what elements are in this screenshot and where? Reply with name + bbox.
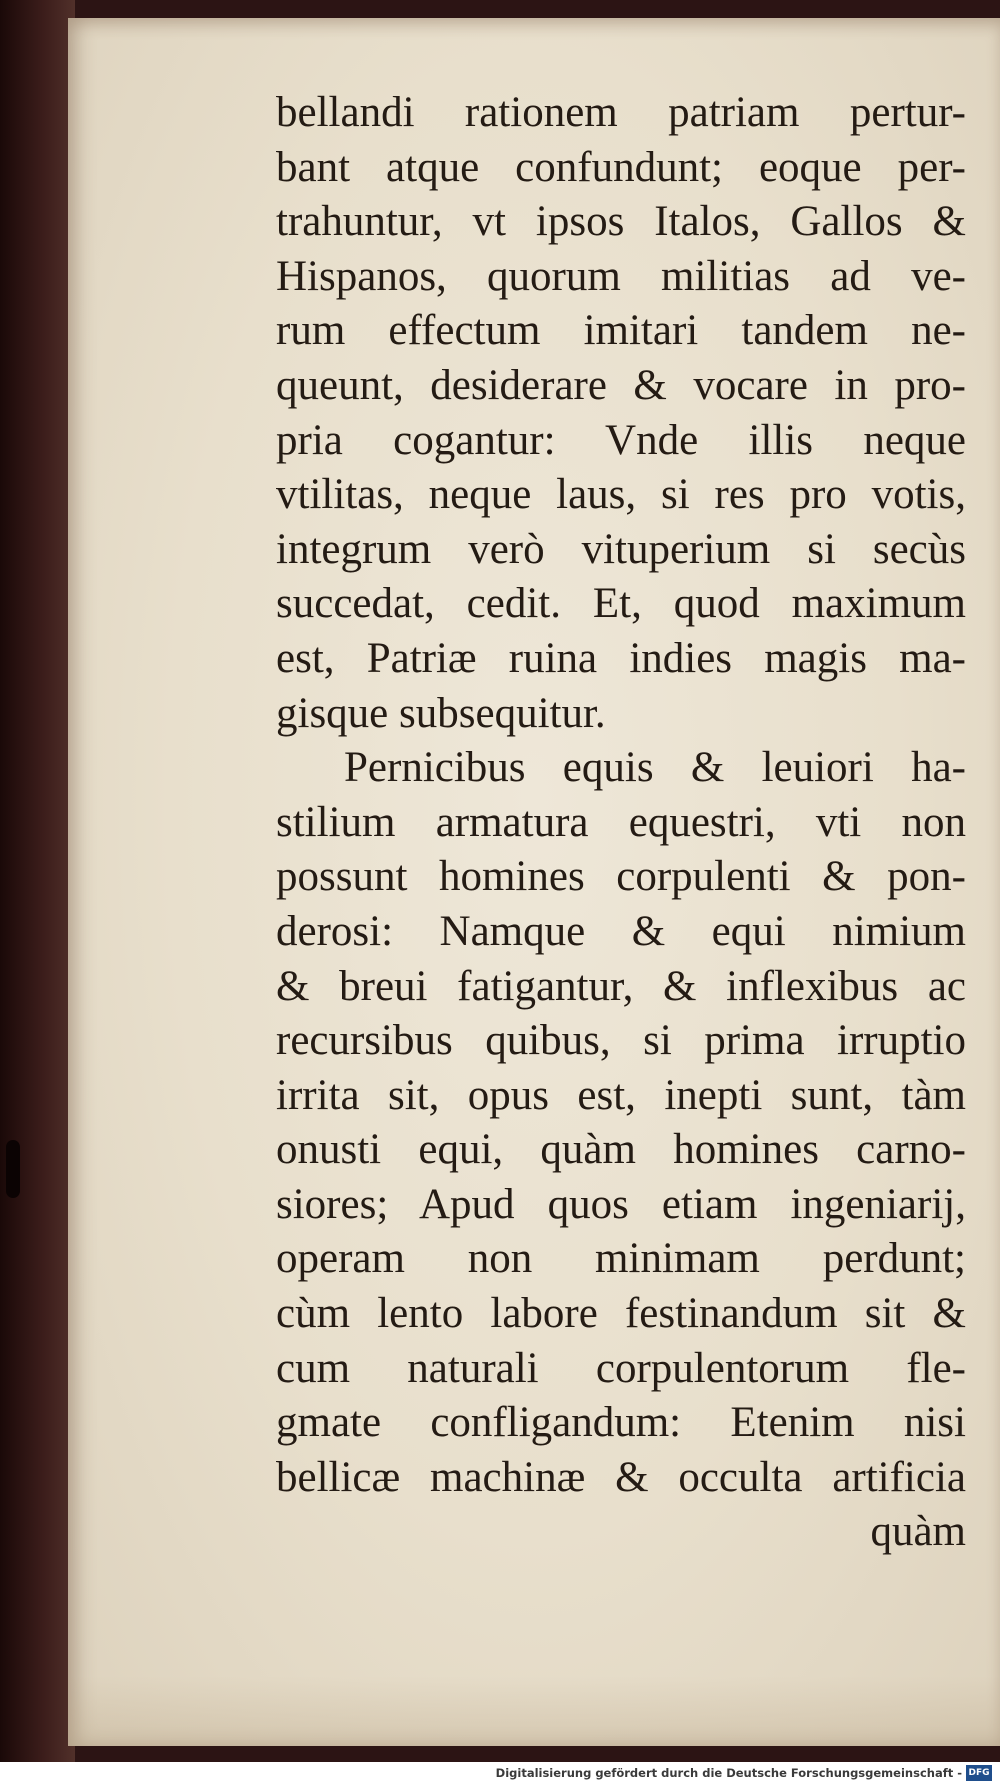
dfg-logo-icon: DFG — [966, 1765, 992, 1781]
funding-credit: Digitalisierung gefördert durch die Deutsche Forschungsgemeinschaft - — [495, 1766, 962, 1780]
catchword: quàm — [870, 1508, 966, 1556]
text-line: Hispanos, quorum militias ad ve- — [276, 252, 966, 300]
text-line: pria cogantur: Vnde illis neque — [276, 416, 966, 464]
text-line: est, Patriæ ruina indies magis ma- — [276, 634, 966, 682]
text-line: & breui fatigantur, & inflexibus ac — [276, 962, 966, 1010]
book-edge-shadow — [0, 0, 75, 1762]
digitization-footer — [0, 1762, 1000, 1785]
text-line: queunt, desiderare & vocare in pro- — [276, 361, 966, 409]
text-line: vtilitas, neque laus, si res pro votis, — [276, 471, 966, 519]
book-page — [68, 18, 1000, 1746]
text-line: onusti equi, quàm homines carno- — [276, 1126, 966, 1174]
text-line: cùm lento labore festinandum sit & — [276, 1290, 966, 1338]
text-line: cum naturali corpulentorum fle- — [276, 1344, 966, 1392]
text-line: irrita sit, opus est, inepti sunt, tàm — [276, 1071, 966, 1119]
binding-mark — [6, 1140, 20, 1198]
paragraph-start-line: Pernicibus equis & leuiori ha- — [344, 744, 966, 792]
text-line: operam non minimam perdunt; — [276, 1235, 966, 1283]
page-shading — [68, 1676, 1000, 1746]
text-line: integrum verò vituperium si secùs — [276, 525, 966, 573]
text-line: siores; Apud quos etiam ingeniarij, — [276, 1180, 966, 1228]
text-line: possunt homines corpulenti & pon- — [276, 853, 966, 901]
text-line: rum effectum imitari tandem ne- — [276, 307, 966, 355]
page-text-block — [276, 86, 966, 1560]
text-line: succedat, cedit. Et, quod maximum — [276, 580, 966, 628]
text-line: derosi: Namque & equi nimium — [276, 907, 966, 955]
text-line: stilium armatura equestri, vti non — [276, 798, 966, 846]
text-line: gmate confligandum: Etenim nisi — [276, 1399, 966, 1447]
text-line: recursibus quibus, si prima irruptio — [276, 1017, 966, 1065]
text-line: bant atque confundunt; eoque per- — [276, 143, 966, 191]
text-line: gisque subsequitur. — [276, 689, 606, 737]
text-line: bellicæ machinæ & occulta artificia — [276, 1453, 966, 1501]
text-line: bellandi rationem patriam pertur- — [276, 89, 966, 136]
text-line: trahuntur, vt ipsos Italos, Gallos & — [276, 198, 966, 246]
